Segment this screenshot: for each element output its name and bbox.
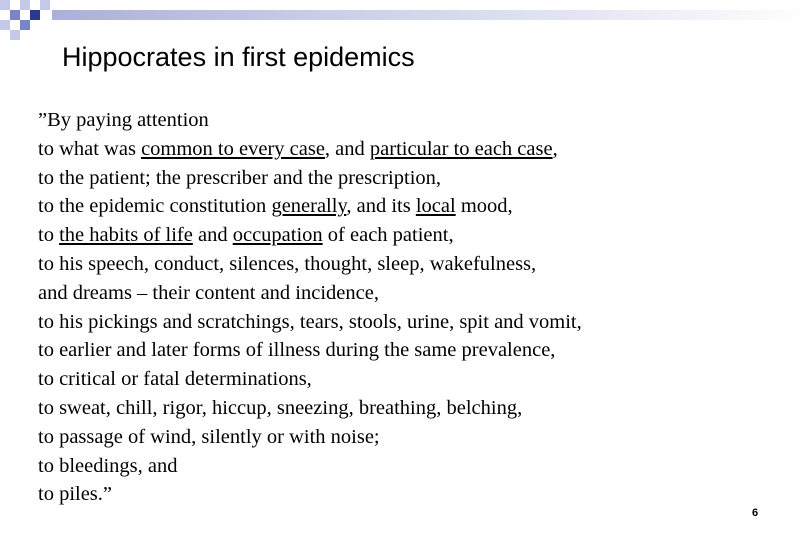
quote-text: to	[38, 224, 60, 247]
quote-text: to his speech, conduct, silences, thought, sleep, wakefulness,	[38, 252, 537, 275]
deco-square	[20, 20, 30, 30]
deco-square	[10, 30, 20, 40]
header-decoration	[0, 0, 810, 40]
quote-line	[38, 164, 778, 193]
deco-square	[40, 0, 50, 10]
underlined-phrase: the habits of life	[59, 224, 193, 247]
quote-line	[38, 221, 778, 250]
quote-line	[38, 336, 778, 365]
quote-text: to passage of wind, silently or with noise;	[38, 425, 380, 448]
quote-line	[38, 106, 778, 135]
quote-text: to earlier and later forms of illness during the same prevalence,	[38, 339, 556, 362]
quote-line	[38, 250, 778, 279]
quote-text: to critical or fatal determinations,	[38, 368, 312, 391]
quote-text: to piles.”	[38, 483, 113, 506]
underlined-phrase: local	[415, 195, 456, 218]
slide-title: Hippocrates in first epidemics	[62, 42, 415, 72]
quote-text: of each patient,	[322, 224, 454, 247]
quote-text: and	[192, 224, 233, 247]
underlined-phrase: occupation	[232, 224, 323, 247]
quote-text: , and	[324, 137, 370, 160]
quote-line	[38, 308, 778, 337]
quote-line	[38, 452, 778, 481]
underlined-phrase: particular to each case	[369, 137, 553, 160]
underlined-phrase: common to every case	[141, 137, 325, 160]
page-number: 6	[752, 507, 759, 519]
quote-line	[38, 135, 778, 164]
quote-text: to sweat, chill, rigor, hiccup, sneezing, breathing, belching,	[38, 396, 523, 419]
deco-square	[10, 10, 20, 20]
quote-text: to the patient; the prescriber and the prescription,	[38, 166, 442, 189]
quote-line	[38, 192, 778, 221]
quote-text: to his pickings and scratchings, tears, stools, urine, spit and vomit,	[38, 310, 582, 333]
deco-square	[30, 10, 40, 20]
deco-square	[0, 20, 10, 30]
quote-text: to the epidemic constitution	[38, 195, 272, 218]
quote-text: mood,	[455, 195, 513, 218]
quote-text: ,	[552, 137, 558, 160]
quote-text: , and its	[346, 195, 416, 218]
deco-square	[0, 0, 10, 10]
quote-text: to bleedings, and	[38, 454, 178, 477]
deco-square	[20, 0, 30, 10]
quote-line	[38, 423, 778, 452]
quote-text: ”By paying attention	[38, 109, 209, 131]
quote-line	[38, 279, 778, 308]
underlined-phrase: generally	[271, 195, 347, 218]
quote-text: to what was	[38, 137, 142, 160]
quote-line	[38, 480, 778, 509]
quote-text: and dreams – their content and incidence,	[38, 281, 379, 304]
quote-line	[38, 394, 778, 423]
header-gradient-band	[52, 10, 810, 20]
quote-line	[38, 365, 778, 394]
quote-block	[38, 106, 778, 509]
